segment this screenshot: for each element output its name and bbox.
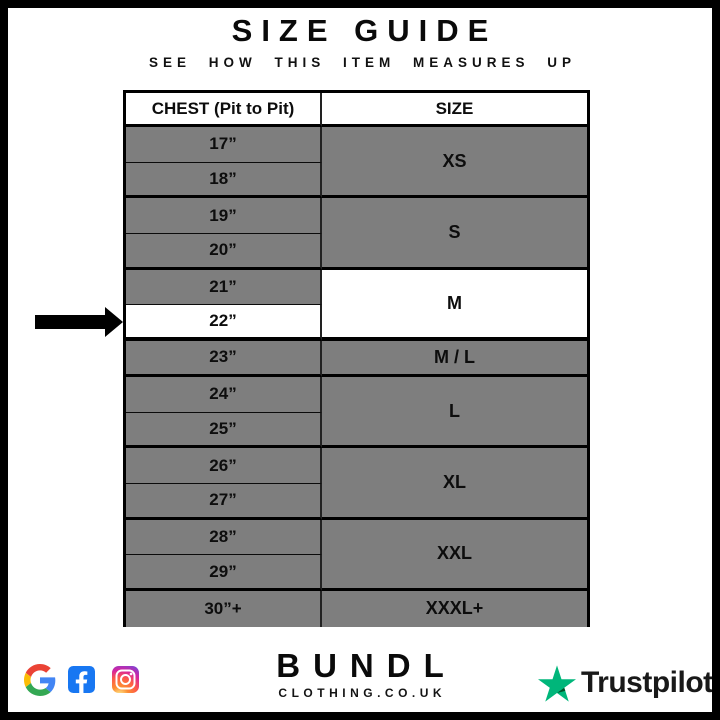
size-cell-l: L: [322, 377, 587, 448]
chest-cell-27: 27”: [126, 484, 322, 520]
chest-cell-17: 17”: [126, 127, 322, 163]
chest-cell-18: 18”: [126, 163, 322, 199]
size-cell-m-l: M / L: [322, 341, 587, 377]
chest-cell-19: 19”: [126, 198, 322, 234]
size-cell-xxl: XXL: [322, 520, 587, 591]
chest-cell-28: 28”: [126, 520, 322, 556]
size-table: [123, 90, 590, 627]
brand-domain: CLOTHING.CO.UK: [278, 686, 447, 700]
chest-cell-29: 29”: [126, 555, 322, 591]
chest-cell-24: 24”: [126, 377, 322, 413]
trustpilot-wordmark: Trustpilot: [581, 666, 713, 699]
chest-cell-20: 20”: [126, 234, 322, 270]
header-chest: CHEST (Pit to Pit): [126, 93, 322, 127]
size-cell-xxxl-plus: XXXL+: [322, 591, 587, 627]
chest-cell-22-highlighted: 22”: [126, 305, 322, 341]
size-cell-s: S: [322, 198, 587, 269]
right-arrow-icon: [35, 307, 123, 337]
chest-cell-30plus: 30”+: [126, 591, 322, 627]
page-title: SIZE GUIDE: [231, 13, 498, 48]
trustpilot-star-icon: [538, 665, 576, 702]
size-cell-m-highlighted: M: [322, 270, 587, 341]
trustpilot-logo: [538, 664, 713, 702]
size-cell-xs: XS: [322, 127, 587, 198]
brand-name: BUNDL: [276, 647, 457, 684]
page-subtitle: SEE HOW THIS ITEM MEASURES UP: [148, 55, 577, 70]
header-size: SIZE: [322, 93, 587, 127]
chest-cell-25: 25”: [126, 413, 322, 449]
chest-cell-21: 21”: [126, 270, 322, 306]
chest-cell-26: 26”: [126, 448, 322, 484]
chest-cell-23: 23”: [126, 341, 322, 377]
size-cell-xl: XL: [322, 448, 587, 519]
